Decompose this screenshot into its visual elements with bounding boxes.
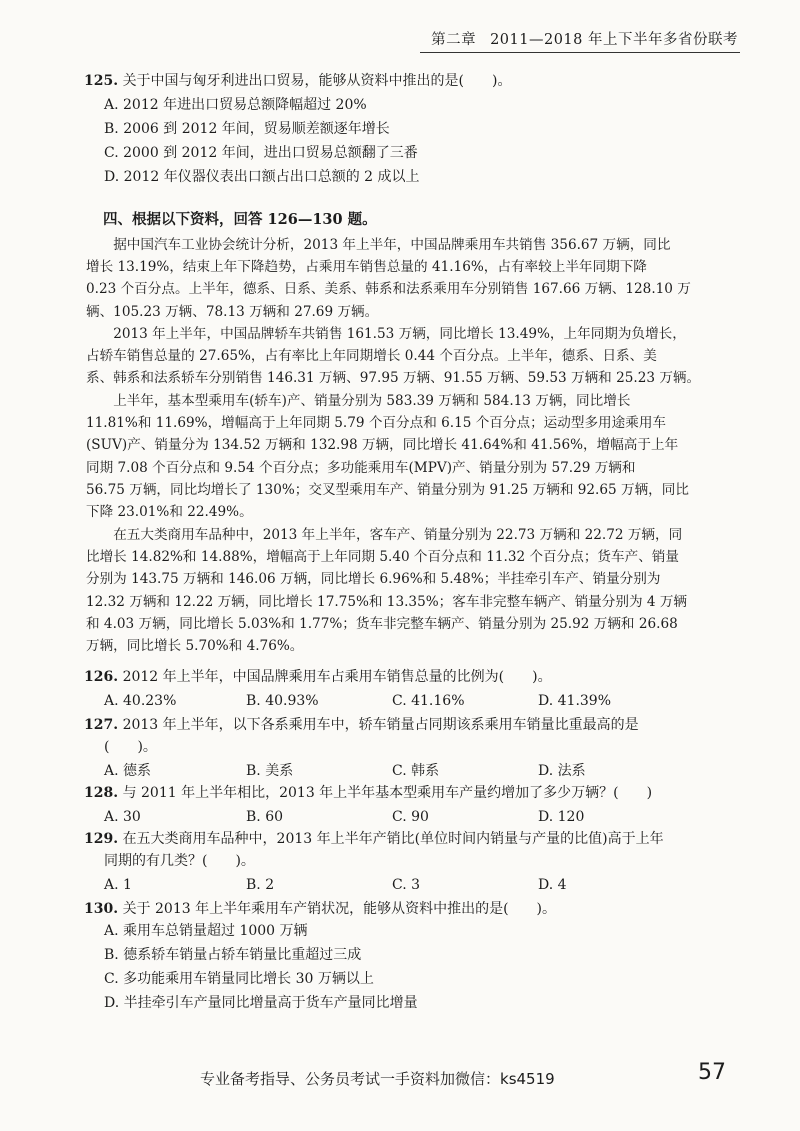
- question-stem-continuation: 同期的有几类？( )。: [104, 853, 255, 869]
- material-paragraph-4: [86, 524, 714, 657]
- header-chapter: 第二章: [431, 32, 477, 48]
- paragraph-line: 据中国汽车工业协会统计分析，2013 年上半年，中国品牌乘用车共销售 356.67 万辆，同比: [113, 237, 671, 253]
- paragraph-line: 56.75 万辆，同比均增长了 130%；交叉型乘用车产、销量分别为 91.25 万辆和 92.65 万辆，同比: [86, 481, 689, 498]
- option-d: D. 120: [538, 809, 585, 825]
- option-d: D. 2012 年仪器仪表出口额占出口总额的 2 成以上: [104, 169, 420, 185]
- option-b: B. 2006 到 2012 年间，贸易顺差额逐年增长: [104, 121, 390, 137]
- option-a: A. 30: [104, 809, 141, 825]
- paragraph-line: 12.32 万辆和 12.22 万辆，同比增长 17.75%和 13.35%；客车非完整车辆产、销量分别为 4 万辆: [86, 593, 688, 610]
- paragraph-line: 下降 23.01%和 22.49%。: [86, 504, 253, 521]
- question-number: 125.: [84, 73, 119, 89]
- question-stem: 关于中国与匈牙利进出口贸易，能够从资料中推出的是( )。: [122, 73, 512, 89]
- paragraph-line: 分别为 143.75 万辆和 146.06 万辆，同比增长 6.96%和 5.48%；半挂牵引车产、销量分别为: [86, 571, 661, 588]
- option-b: B. 60: [246, 809, 284, 825]
- paragraph-line: 增长 13.19%，结束上年下降趋势，占乘用车销售总量的 41.16%，占有率较上半年同期下降: [86, 259, 647, 276]
- paragraph-line: 系、韩系和法系轿车分别销售 146.31 万辆、97.95 万辆、91.55 万辆、59.53 万辆和 25.23 万辆。: [86, 370, 701, 387]
- paragraph-line: 占轿车销售总量的 27.65%，占有率比上年同期增长 0.44 个百分点。上半年，德系、日系、美: [86, 348, 657, 365]
- option-b: B. 美系: [246, 763, 294, 779]
- question-129: [84, 828, 664, 850]
- question-stem: 与 2011 年上半年相比，2013 年上半年基本型乘用车产量约增加了多少万辆？( ): [122, 785, 653, 801]
- paragraph-line: 2013 年上半年，中国品牌轿车共销售 161.53 万辆，同比增长 13.49%，上年同期为负增长，: [113, 326, 686, 342]
- paragraph-line: (SUV)产、销量分为 134.52 万辆和 132.98 万辆，同比增长 41.64%和 41.56%，增幅高于上年: [86, 437, 679, 454]
- question-number: 127.: [84, 717, 119, 733]
- paragraph-line: 万辆，同比增长 5.70%和 4.76%。: [86, 638, 304, 655]
- option-c: C. 多功能乘用车销量同比增长 30 万辆以上: [104, 971, 374, 987]
- option-d: D. 41.39%: [538, 693, 612, 709]
- question-stem-continuation: ( )。: [104, 739, 157, 755]
- option-b: B. 德系轿车销量占轿车销量比重超过三成: [104, 947, 362, 963]
- option-b: B. 2: [246, 877, 275, 893]
- option-b: B. 40.93%: [246, 693, 319, 709]
- option-c: C. 3: [392, 877, 421, 893]
- question-126: [84, 666, 552, 688]
- header-title: 2011—2018 年上下半年多省份联考: [490, 32, 738, 48]
- material-paragraph-2: [86, 323, 714, 390]
- page-number: 57: [698, 1060, 726, 1085]
- paragraph-line: 0.23 个百分点。上半年，德系、日系、美系、韩系和法系乘用车分别销售 167.66 万辆、128.10 万: [86, 281, 691, 298]
- paragraph-line: 在五大类商用车品种中，2013 年上半年，客车产、销量分别为 22.73 万辆和 22.72 万辆，同: [113, 527, 683, 543]
- question-130: [84, 898, 556, 920]
- footer-note: 专业备考指导、公务员考试一手资料加微信：ks4519: [200, 1070, 555, 1088]
- option-c: C. 韩系: [392, 763, 440, 779]
- paragraph-line: 同期 7.08 个百分点和 9.54 个百分点；多功能乘用车(MPV)产、销量分别为 57.29 万辆和: [86, 459, 636, 476]
- option-a: A. 1: [104, 877, 132, 893]
- option-c: C. 90: [392, 809, 429, 825]
- option-d: D. 4: [538, 877, 567, 893]
- question-number: 128.: [84, 785, 119, 801]
- material-paragraph-3: [86, 390, 714, 523]
- question-stem: 2012 年上半年，中国品牌乘用车占乘用车销售总量的比例为( )。: [122, 669, 552, 685]
- paragraph-line: 上半年，基本型乘用车(轿车)产、销量分别为 583.39 万辆和 584.13 万辆，同比增长: [113, 393, 631, 409]
- question-127: [84, 714, 639, 736]
- paragraph-line: 辆、105.23 万辆、78.13 万辆和 27.69 万辆。: [86, 303, 379, 320]
- header-rule: [420, 52, 740, 53]
- option-a: A. 乘用车总销量超过 1000 万辆: [104, 923, 308, 939]
- question-stem: 2013 年上半年，以下各系乘用车中，轿车销量占同期该系乘用车销量比重最高的是: [122, 717, 639, 733]
- option-d: D. 法系: [538, 763, 586, 779]
- option-a: A. 2012 年进出口贸易总额降幅超过 20%: [104, 97, 367, 113]
- question-125: [84, 70, 512, 92]
- question-128: [84, 782, 652, 804]
- option-c: C. 41.16%: [392, 693, 465, 709]
- question-stem: 在五大类商用车品种中，2013 年上半年产销比(单位时间内销量与产量的比值)高于上年: [122, 831, 664, 847]
- paragraph-line: 11.81%和 11.69%，增幅高于上年同期 5.79 个百分点和 6.15 个百分点；运动型多用途乘用车: [86, 415, 667, 432]
- section-title: 四、根据以下资料，回答 126—130 题。: [103, 211, 377, 228]
- option-a: A. 德系: [104, 763, 152, 779]
- option-a: A. 40.23%: [104, 693, 177, 709]
- paragraph-line: 比增长 14.82%和 14.88%，增幅高于上年同期 5.40 个百分点和 11.32 个百分点；货车产、销量: [86, 549, 679, 566]
- paragraph-line: 和 4.03 万辆，同比增长 5.03%和 1.77%；货车非完整车辆产、销量分别为 25.92 万辆和 26.68: [86, 615, 678, 632]
- material-paragraph-1: [86, 234, 714, 323]
- option-c: C. 2000 到 2012 年间，进出口贸易总额翻了三番: [104, 145, 418, 161]
- option-d: D. 半挂牵引车产量同比增量高于货车产量同比增量: [104, 995, 418, 1011]
- question-stem: 关于 2013 年上半年乘用车产销状况，能够从资料中推出的是( )。: [122, 901, 557, 917]
- running-header: [431, 28, 738, 49]
- question-number: 126.: [84, 669, 119, 685]
- question-number: 129.: [84, 831, 119, 847]
- question-number: 130.: [84, 901, 119, 917]
